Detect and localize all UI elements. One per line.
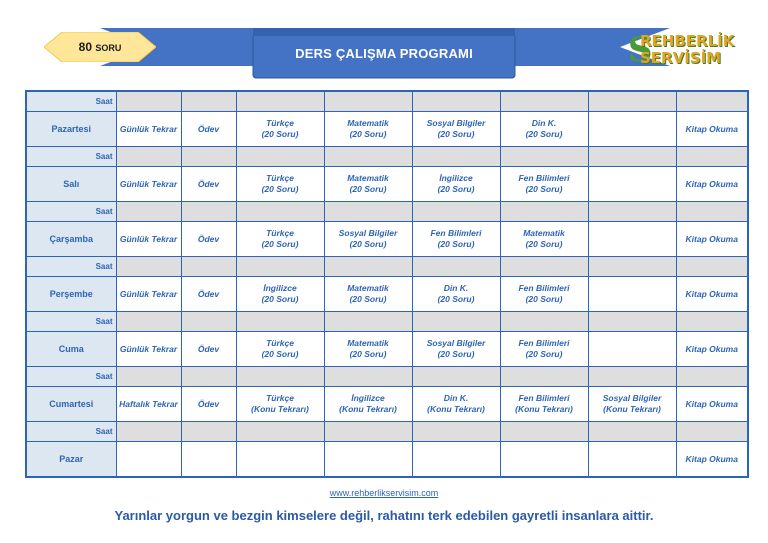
activity-text-line: (20 Soru) (261, 294, 299, 304)
activity-cell[interactable] (236, 167, 324, 202)
activity-cell[interactable] (412, 112, 500, 147)
saat-time-cell[interactable] (324, 91, 412, 112)
activity-cell[interactable] (588, 387, 676, 422)
saat-label: Saat (26, 312, 116, 332)
activity-cell[interactable]: Kitap Okuma (676, 332, 748, 367)
day-row (26, 112, 748, 147)
activity-text-line: (20 Soru) (349, 294, 387, 304)
saat-time-cell[interactable] (324, 422, 412, 442)
activity-cell[interactable] (324, 332, 412, 367)
saat-row (26, 367, 748, 387)
activity-text-line: (Konu Tekrarı) (603, 404, 661, 414)
activity-text-line: Sosyal Bilgiler (426, 338, 486, 348)
activity-cell[interactable]: Günlük Tekrar (116, 277, 181, 312)
saat-time-cell[interactable] (676, 422, 748, 442)
day-row (26, 332, 748, 367)
activity-cell[interactable] (588, 112, 676, 147)
weekly-schedule-table (25, 90, 749, 478)
activity-cell[interactable]: Kitap Okuma (676, 442, 748, 478)
saat-time-cell[interactable] (500, 91, 588, 112)
activity-cell[interactable]: Günlük Tekrar (116, 167, 181, 202)
saat-time-cell[interactable] (116, 147, 181, 167)
saat-time-cell[interactable] (324, 367, 412, 387)
activity-cell[interactable] (324, 112, 412, 147)
saat-time-cell[interactable] (181, 367, 236, 387)
saat-time-cell[interactable] (236, 202, 324, 222)
saat-time-cell[interactable] (116, 367, 181, 387)
motivational-quote: Yarınlar yorgun ve bezgin kimselere değil, rahatını terk edebilen gayretli insanlara aittir. (114, 508, 654, 523)
activity-text-line: Din K. (531, 118, 557, 128)
saat-label: Saat (26, 91, 116, 112)
saat-time-cell[interactable] (181, 202, 236, 222)
activity-cell[interactable] (181, 442, 236, 478)
activity-cell[interactable]: Kitap Okuma (676, 387, 748, 422)
saat-time-cell[interactable] (412, 257, 500, 277)
activity-cell[interactable] (412, 332, 500, 367)
saat-time-cell[interactable] (116, 91, 181, 112)
activity-cell[interactable]: Kitap Okuma (676, 277, 748, 312)
day-label: Cumartesi (26, 387, 116, 422)
saat-time-cell[interactable] (412, 91, 500, 112)
saat-time-cell[interactable] (500, 257, 588, 277)
saat-time-cell[interactable] (181, 422, 236, 442)
activity-cell[interactable] (412, 222, 500, 257)
day-label: Cuma (26, 332, 116, 367)
saat-time-cell[interactable] (324, 312, 412, 332)
activity-text-line: (20 Soru) (349, 184, 387, 194)
logo-s-mark: S (628, 30, 653, 70)
activity-cell[interactable]: Haftalık Tekrar (116, 387, 181, 422)
day-label: Pazar (26, 442, 116, 478)
activity-text-line: (20 Soru) (525, 184, 563, 194)
activity-text-line: Türkçe (266, 393, 294, 403)
activity-cell[interactable] (236, 222, 324, 257)
activity-text-line: Matematik (523, 228, 565, 238)
badge-unit: SORU (95, 43, 122, 53)
activity-cell[interactable]: Günlük Tekrar (116, 112, 181, 147)
saat-row (26, 257, 748, 277)
activity-text-line: Matematik (347, 283, 389, 293)
activity-cell[interactable]: Ödev (181, 277, 236, 312)
activity-cell[interactable] (500, 167, 588, 202)
saat-row (26, 147, 748, 167)
activity-text-line: Fen Bilimleri (518, 173, 570, 183)
activity-cell[interactable] (236, 387, 324, 422)
activity-cell[interactable] (324, 387, 412, 422)
saat-time-cell[interactable] (676, 367, 748, 387)
saat-time-cell[interactable] (412, 202, 500, 222)
activity-text-line: Türkçe (266, 173, 294, 183)
activity-cell[interactable] (236, 277, 324, 312)
saat-time-cell[interactable] (588, 312, 676, 332)
saat-time-cell[interactable] (676, 257, 748, 277)
activity-text-line: (20 Soru) (437, 239, 475, 249)
activity-text-line: İngilizce (263, 283, 297, 293)
saat-time-cell[interactable] (500, 367, 588, 387)
activity-text-line: Matematik (347, 118, 389, 128)
activity-cell[interactable] (500, 112, 588, 147)
activity-text-line: İngilizce (439, 173, 473, 183)
activity-cell[interactable] (412, 387, 500, 422)
saat-time-cell[interactable] (588, 147, 676, 167)
saat-time-cell[interactable] (588, 422, 676, 442)
saat-time-cell[interactable] (236, 422, 324, 442)
saat-time-cell[interactable] (500, 147, 588, 167)
day-row (26, 277, 748, 312)
saat-time-cell[interactable] (588, 257, 676, 277)
activity-cell[interactable] (412, 277, 500, 312)
activity-text-line: (20 Soru) (261, 239, 299, 249)
logo-line1: REHBERLİK (640, 32, 735, 50)
saat-time-cell[interactable] (116, 202, 181, 222)
activity-cell[interactable] (324, 167, 412, 202)
day-row (26, 387, 748, 422)
activity-text-line: (20 Soru) (261, 349, 299, 359)
saat-time-cell[interactable] (116, 257, 181, 277)
activity-cell[interactable]: Ödev (181, 332, 236, 367)
activity-text-line: (20 Soru) (437, 184, 475, 194)
activity-text-line: (20 Soru) (261, 184, 299, 194)
activity-cell[interactable] (236, 332, 324, 367)
activity-cell[interactable]: Kitap Okuma (676, 167, 748, 202)
rehberlik-servisim-logo (628, 30, 735, 71)
day-label: Pazartesi (26, 112, 116, 147)
saat-time-cell[interactable] (116, 422, 181, 442)
activity-text-line: Din K. (443, 283, 469, 293)
activity-text-line: Fen Bilimleri (518, 283, 570, 293)
schedule-body (26, 91, 748, 477)
activity-cell[interactable] (588, 277, 676, 312)
saat-time-cell[interactable] (236, 312, 324, 332)
saat-time-cell[interactable] (588, 91, 676, 112)
saat-label: Saat (26, 257, 116, 277)
activity-text-line: (20 Soru) (261, 129, 299, 139)
saat-time-cell[interactable] (116, 312, 181, 332)
activity-cell[interactable] (500, 442, 588, 478)
activity-cell[interactable] (500, 332, 588, 367)
activity-text-line: (20 Soru) (437, 294, 475, 304)
saat-time-cell[interactable] (412, 367, 500, 387)
day-label: Perşembe (26, 277, 116, 312)
saat-time-cell[interactable] (412, 147, 500, 167)
activity-cell[interactable] (500, 387, 588, 422)
activity-text-line: Fen Bilimleri (518, 338, 570, 348)
saat-time-cell[interactable] (236, 91, 324, 112)
activity-text-line: Matematik (347, 338, 389, 348)
activity-cell[interactable]: Kitap Okuma (676, 222, 748, 257)
activity-text-line: Türkçe (266, 118, 294, 128)
badge-number: 80 (78, 40, 92, 54)
activity-text-line: Fen Bilimleri (430, 228, 482, 238)
saat-time-cell[interactable] (500, 422, 588, 442)
activity-cell[interactable]: Ödev (181, 167, 236, 202)
activity-text-line: İngilizce (351, 393, 385, 403)
day-row (26, 442, 748, 478)
activity-text-line: (20 Soru) (525, 294, 563, 304)
day-label: Salı (26, 167, 116, 202)
saat-time-cell[interactable] (676, 312, 748, 332)
saat-time-cell[interactable] (412, 312, 500, 332)
activity-text-line: (Konu Tekrarı) (515, 404, 573, 414)
title-plate-top (253, 28, 515, 36)
saat-time-cell[interactable] (588, 367, 676, 387)
logo-line2: SERVİSİM (640, 49, 722, 67)
saat-time-cell[interactable] (181, 257, 236, 277)
activity-cell[interactable] (588, 442, 676, 478)
day-row (26, 167, 748, 202)
saat-time-cell[interactable] (324, 202, 412, 222)
activity-text-line: (20 Soru) (525, 349, 563, 359)
activity-text-line: (20 Soru) (349, 239, 387, 249)
day-label: Çarşamba (26, 222, 116, 257)
saat-time-cell[interactable] (324, 147, 412, 167)
saat-time-cell[interactable] (236, 147, 324, 167)
activity-text-line: Din K. (443, 393, 469, 403)
saat-label: Saat (26, 422, 116, 442)
saat-time-cell[interactable] (676, 147, 748, 167)
activity-cell[interactable] (324, 277, 412, 312)
saat-time-cell[interactable] (588, 202, 676, 222)
activity-text-line: (Konu Tekrarı) (427, 404, 485, 414)
activity-cell[interactable] (324, 442, 412, 478)
activity-text-line: Sosyal Bilgiler (338, 228, 398, 238)
activity-cell[interactable] (324, 222, 412, 257)
activity-cell[interactable] (588, 332, 676, 367)
activity-cell[interactable]: Ödev (181, 387, 236, 422)
activity-cell[interactable] (412, 167, 500, 202)
saat-time-cell[interactable] (676, 202, 748, 222)
saat-row (26, 91, 748, 112)
page-title: DERS ÇALIŞMA PROGRAMI (295, 46, 473, 61)
activity-text-line: Sosyal Bilgiler (426, 118, 486, 128)
day-row (26, 222, 748, 257)
saat-time-cell[interactable] (236, 367, 324, 387)
activity-cell[interactable] (412, 442, 500, 478)
activity-cell[interactable]: Ödev (181, 222, 236, 257)
saat-row (26, 202, 748, 222)
activity-cell[interactable] (588, 167, 676, 202)
saat-row (26, 312, 748, 332)
question-count-badge (44, 32, 156, 62)
activity-cell[interactable]: Günlük Tekrar (116, 332, 181, 367)
activity-cell[interactable] (588, 222, 676, 257)
saat-time-cell[interactable] (676, 91, 748, 112)
page-header (0, 0, 768, 92)
activity-cell[interactable] (500, 277, 588, 312)
saat-label: Saat (26, 202, 116, 222)
activity-text-line: (20 Soru) (437, 129, 475, 139)
activity-cell[interactable] (236, 112, 324, 147)
activity-cell[interactable] (500, 222, 588, 257)
saat-time-cell[interactable] (412, 422, 500, 442)
saat-label: Saat (26, 367, 116, 387)
saat-time-cell[interactable] (236, 257, 324, 277)
saat-time-cell[interactable] (181, 312, 236, 332)
activity-text-line: Sosyal Bilgiler (602, 393, 662, 403)
saat-time-cell[interactable] (324, 257, 412, 277)
activity-cell[interactable]: Kitap Okuma (676, 112, 748, 147)
activity-cell[interactable]: Günlük Tekrar (116, 222, 181, 257)
website-link[interactable]: www.rehberlikservisim.com (329, 488, 439, 498)
saat-row (26, 422, 748, 442)
activity-text-line: Matematik (347, 173, 389, 183)
activity-text-line: (20 Soru) (437, 349, 475, 359)
saat-label: Saat (26, 147, 116, 167)
activity-text-line: Fen Bilimleri (518, 393, 570, 403)
saat-time-cell[interactable] (181, 91, 236, 112)
activity-text-line: Türkçe (266, 228, 294, 238)
badge-text (79, 40, 122, 54)
activity-text-line: (Konu Tekrarı) (339, 404, 397, 414)
activity-text-line: (20 Soru) (349, 129, 387, 139)
activity-text-line: (20 Soru) (525, 239, 563, 249)
activity-cell[interactable] (236, 442, 324, 478)
activity-text-line: (20 Soru) (525, 129, 563, 139)
activity-text-line: Türkçe (266, 338, 294, 348)
saat-time-cell[interactable] (500, 312, 588, 332)
activity-text-line: (20 Soru) (349, 349, 387, 359)
saat-time-cell[interactable] (181, 147, 236, 167)
saat-time-cell[interactable] (500, 202, 588, 222)
activity-cell[interactable] (116, 442, 181, 478)
activity-cell[interactable]: Ödev (181, 112, 236, 147)
activity-text-line: (Konu Tekrarı) (251, 404, 309, 414)
